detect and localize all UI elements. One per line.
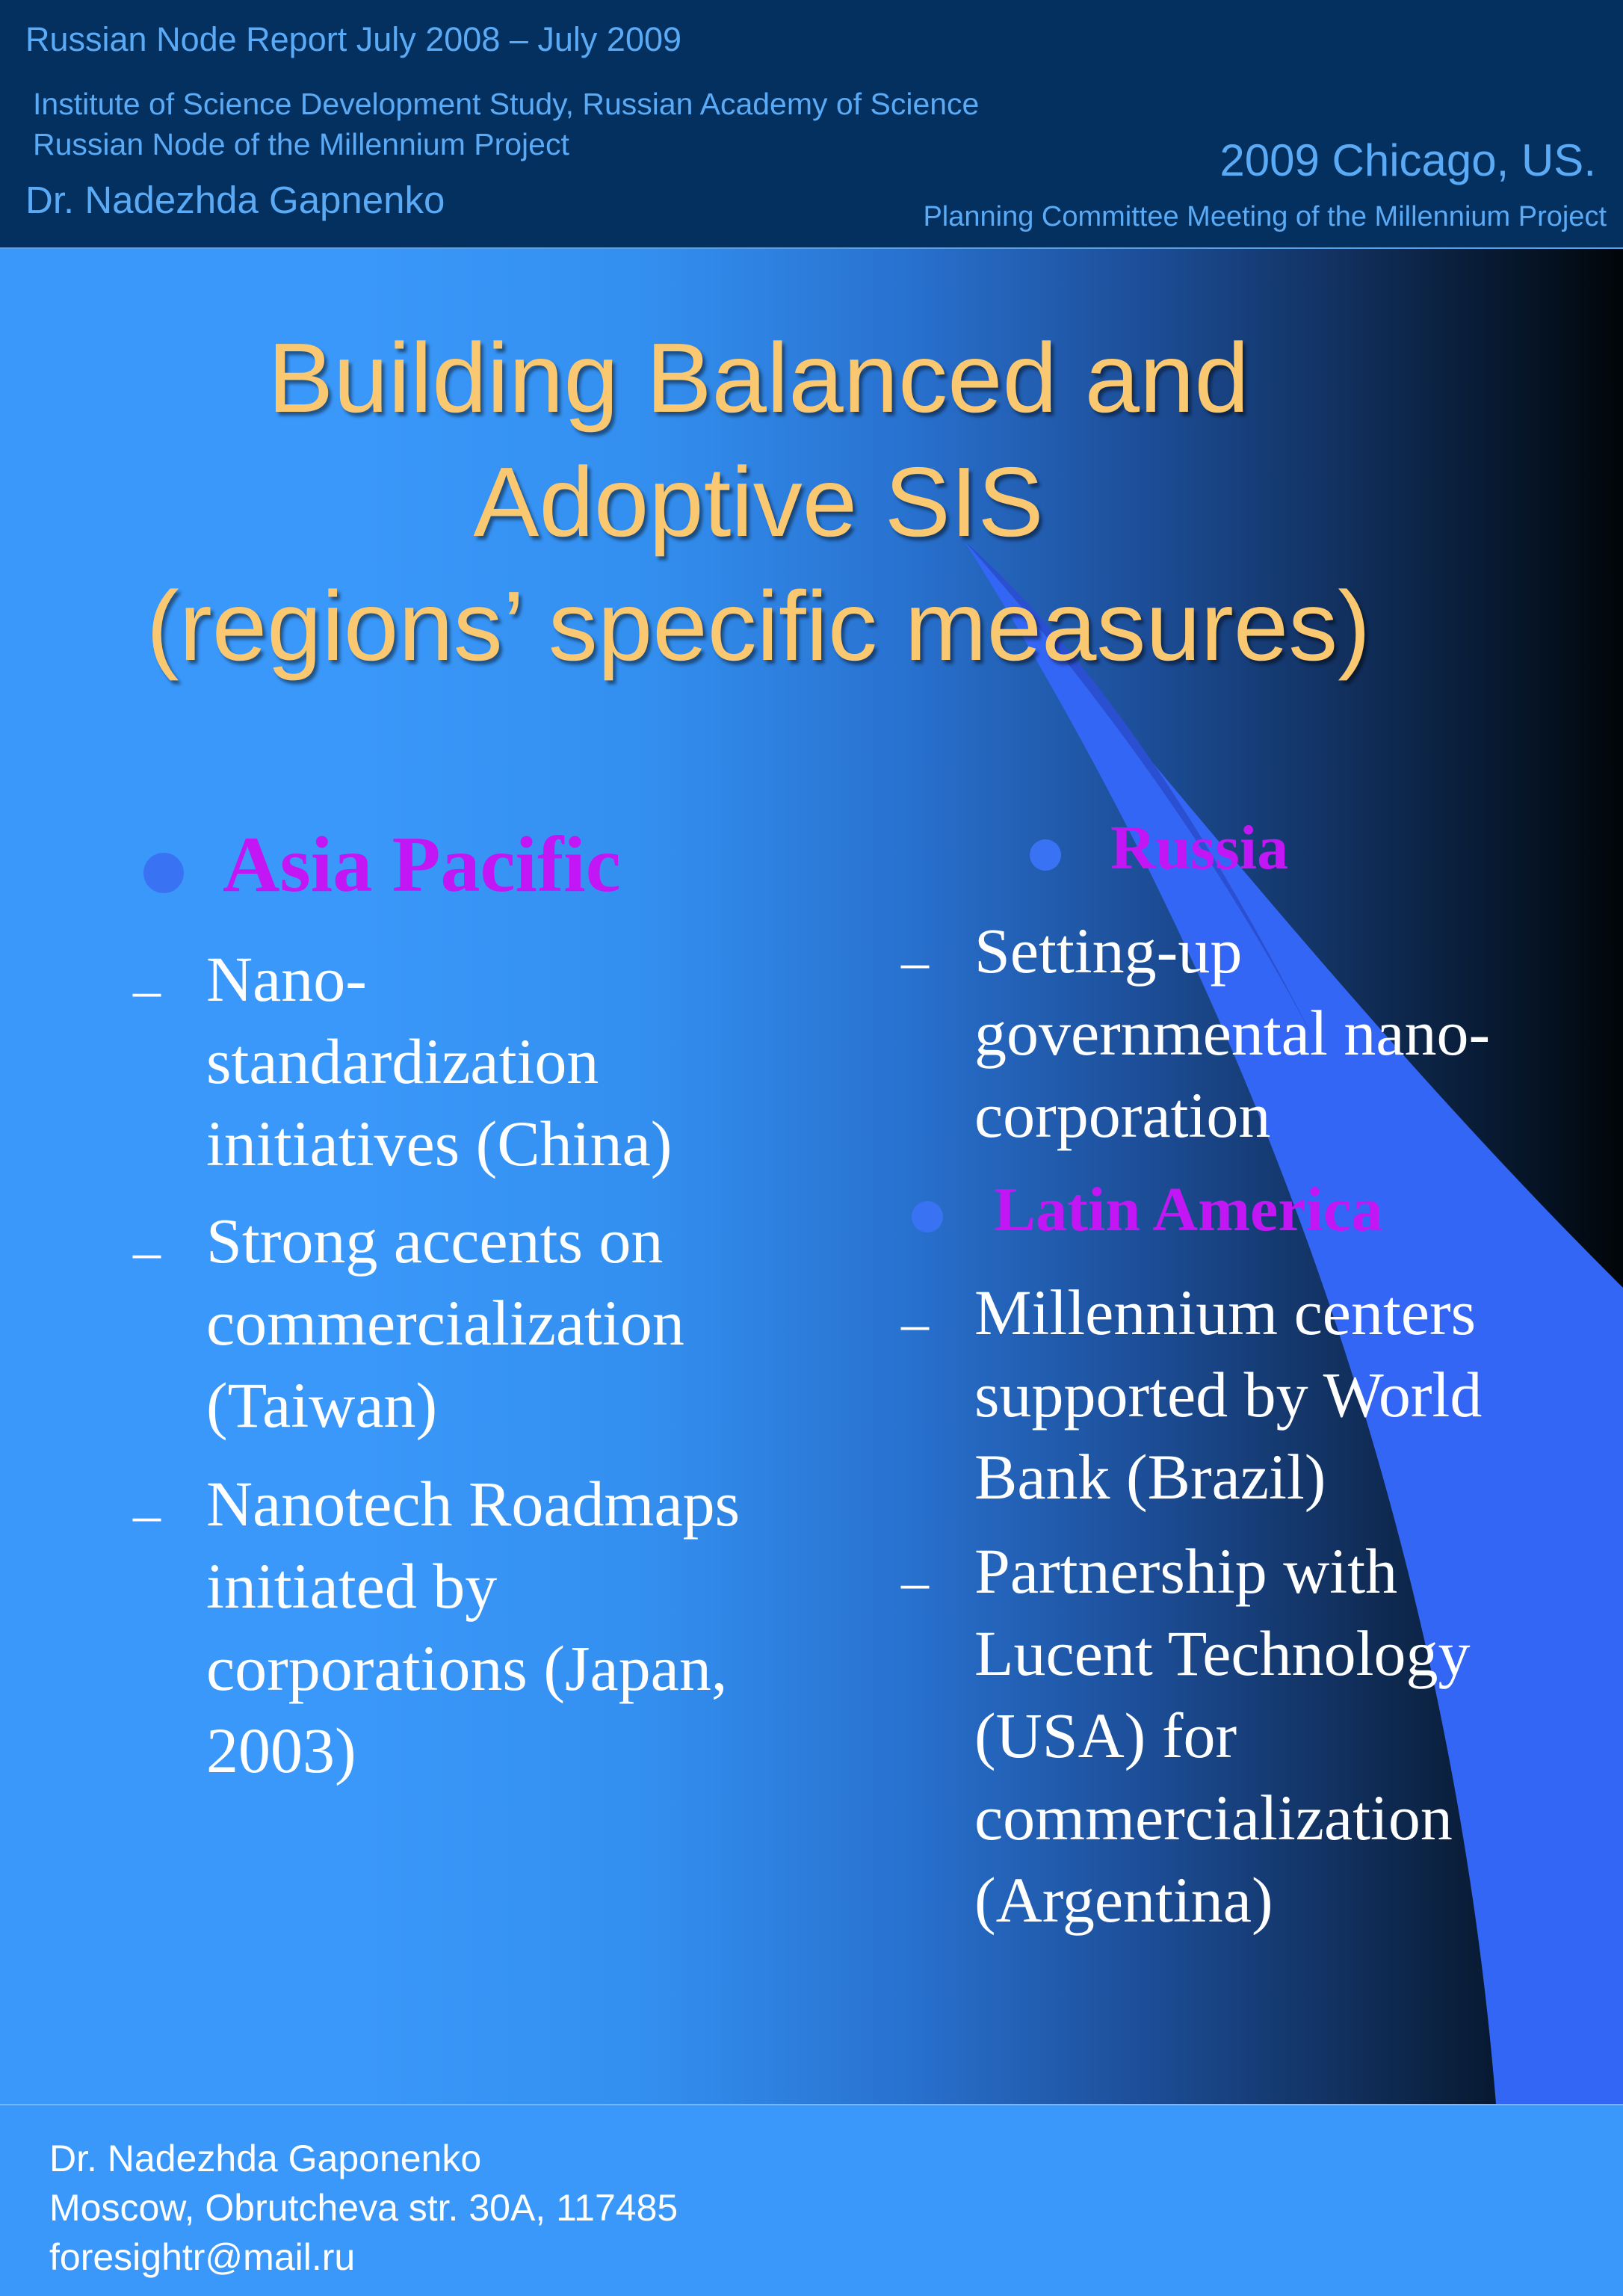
- node-name: Russian Node of the Millennium Project: [33, 127, 569, 161]
- slide-title: [0, 316, 1517, 688]
- footer-address: Moscow, Obrutcheva str. 30A, 117485: [49, 2187, 678, 2229]
- list-item: Setting-up governmental nano- corporation: [974, 915, 1491, 1151]
- bullet-dash: –: [133, 960, 161, 1021]
- list-item: Nanotech Roadmaps initiated by corporations (Japan, 2003): [206, 1468, 741, 1786]
- title-line: Adoptive SIS: [473, 447, 1044, 557]
- list-item: Strong accents on commercialization (Taiwan): [206, 1205, 684, 1441]
- institute-name: Institute of Science Development Study, Russian Academy of Science: [33, 87, 980, 121]
- bullet-dash: –: [133, 1484, 161, 1546]
- list-item: Nano- standardization initiatives (China): [206, 943, 673, 1179]
- region-heading-russia: Russia: [1110, 813, 1289, 883]
- bullet-dot: [1030, 839, 1061, 871]
- title-line: Building Balanced and: [268, 323, 1249, 433]
- institution-block: [33, 84, 979, 164]
- slide-body: [0, 249, 1623, 2104]
- bullet-dash: –: [901, 1293, 929, 1354]
- slide-header: [0, 0, 1623, 249]
- list-item: Millennium centers supported by World Bank (Brazil): [974, 1277, 1483, 1513]
- bullet-dash: –: [133, 1221, 161, 1283]
- slide-footer: [0, 2104, 1623, 2296]
- bullet-dot: [912, 1201, 943, 1232]
- list-item: Partnership with Lucent Technology (USA) for commercialization (Argentina): [974, 1535, 1471, 1936]
- region-heading-asia-pacific: Asia Pacific: [223, 821, 621, 908]
- footer-email: foresightr@mail.ru: [49, 2236, 356, 2278]
- header-author: Dr. Nadezhda Gapnenko: [25, 179, 445, 221]
- report-title: Russian Node Report July 2008 – July 2009: [25, 20, 682, 58]
- event-location: 2009 Chicago, US.: [1219, 135, 1596, 185]
- title-line: (regions’ specific measures): [146, 571, 1371, 681]
- bullet-dash: –: [901, 1552, 929, 1613]
- footer-name: Dr. Nadezhda Gaponenko: [49, 2138, 482, 2179]
- region-heading-latin-america: Latin America: [994, 1175, 1383, 1244]
- bullet-dot: [143, 853, 184, 893]
- bullet-dash: –: [901, 931, 929, 993]
- meeting-name: Planning Committee Meeting of the Millennium Project: [923, 201, 1607, 232]
